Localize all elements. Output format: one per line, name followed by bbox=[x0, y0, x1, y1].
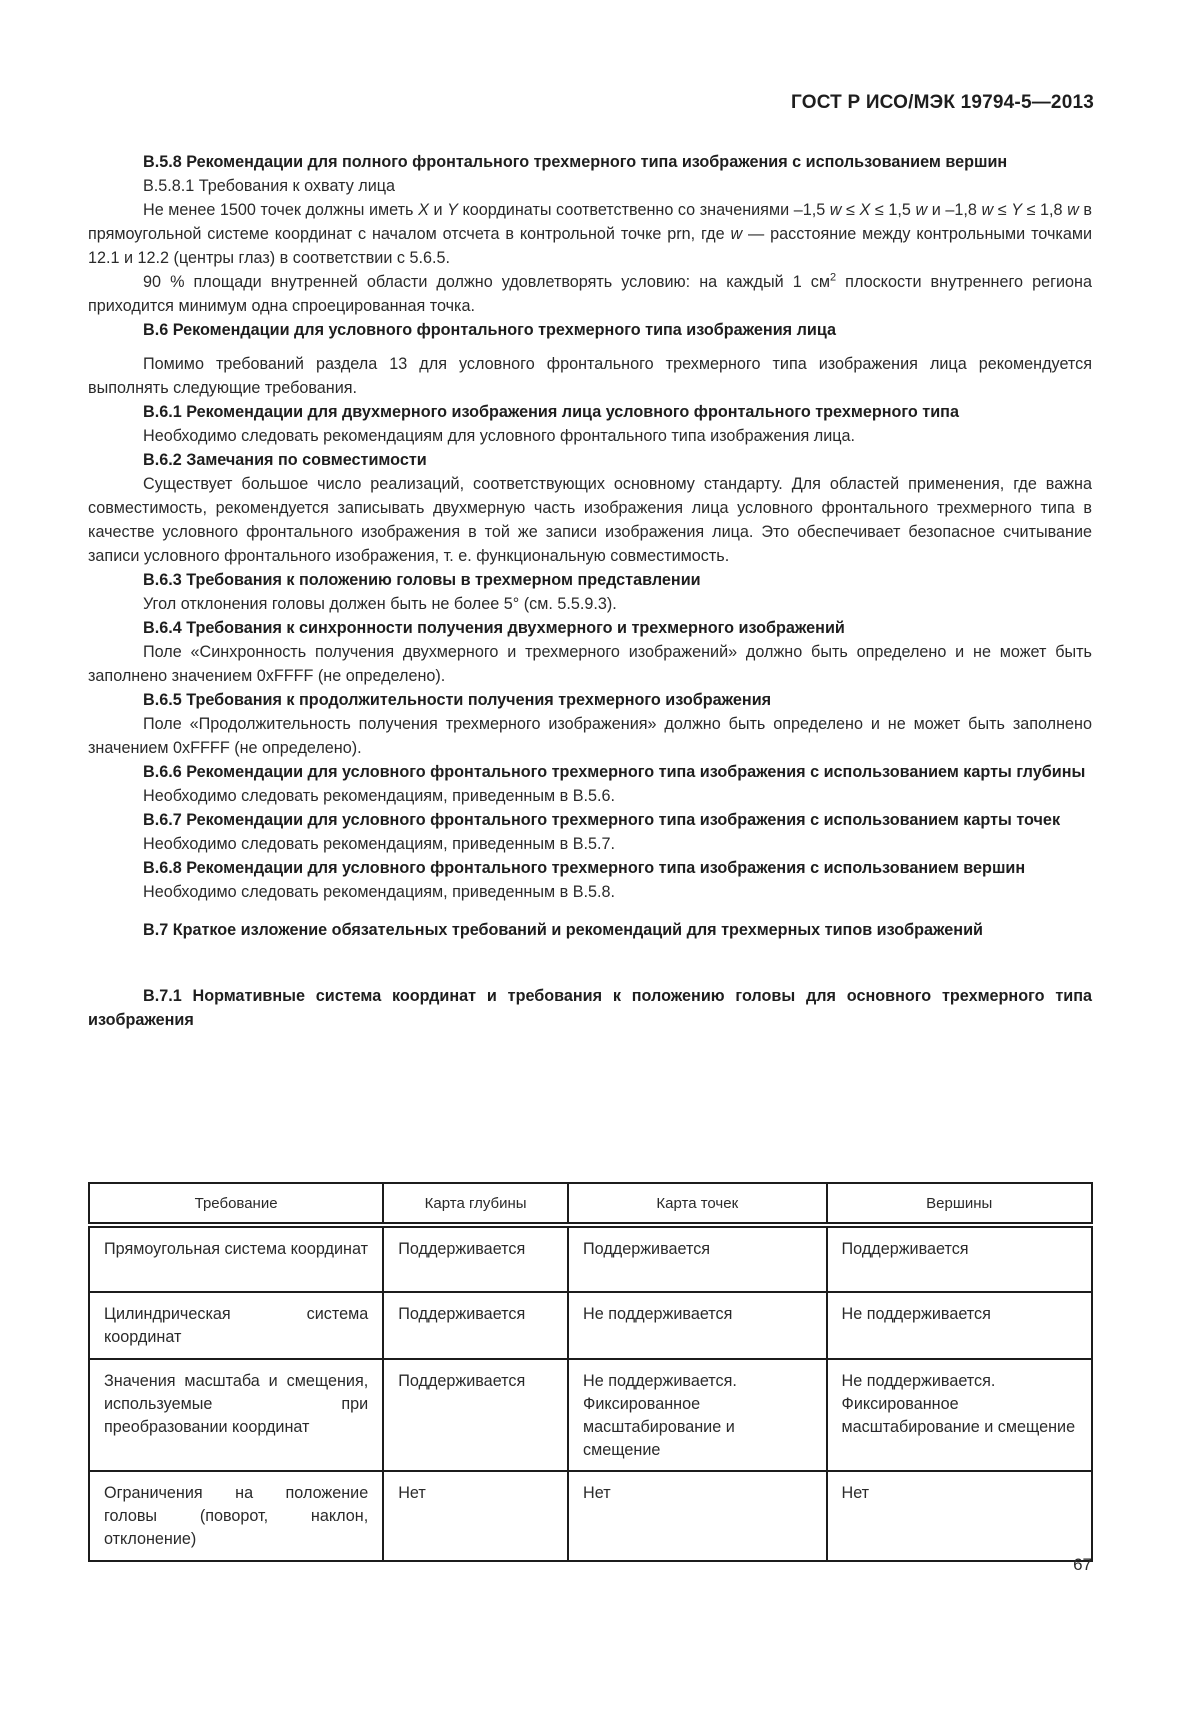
table-cell: Не поддерживается bbox=[568, 1292, 826, 1359]
paragraph-b581-1: Не менее 1500 точек должны иметь X и Y координаты соответственно со значениями –1,5 w ≤ X ≤ 1,5 w и –1,8 w ≤ Y ≤ 1,8 w в прямоугольной системе координат с началом отсчета в контрольной точке prn, где w — расстояние между контрольными точками 12.1 и 12.2 (центры глаз) в соответствии с 5.6.5. bbox=[88, 201, 1093, 267]
section-heading-b6: В.6 Рекомендации для условного фронтального трехмерного типа изображения лица bbox=[143, 321, 836, 339]
table-cell: Не поддерживается. Фиксированное масштабирование и смещение bbox=[568, 1359, 826, 1471]
section-heading-b58: В.5.8 Рекомендации для полного фронтального трехмерного типа изображения с использованием вершин bbox=[143, 153, 1008, 171]
section-heading-b63: В.6.3 Требования к положению головы в трехмерном представлении bbox=[143, 571, 701, 589]
document-header: ГОСТ Р ИСО/МЭК 19794-5—2013 bbox=[791, 92, 1094, 113]
paragraph-b581-2: 90 % площади внутренней области должно удовлетворять условию: на каждый 1 $см^2$ плоскости внутреннего региона приходится минимум одна спроецированная точка. bbox=[88, 271, 1092, 315]
table-cell: Поддерживается bbox=[827, 1225, 1092, 1292]
section-heading-b71: В.7.1 Нормативные система координат и требования к положению головы для основного трехмерного типа изображения bbox=[88, 987, 1092, 1029]
table-cell: Не поддерживается. Фиксированное масштабирование и смещение bbox=[827, 1359, 1092, 1471]
table-cell: Прямоугольная система координат bbox=[89, 1225, 383, 1292]
table-row bbox=[89, 1225, 1092, 1292]
subsection-heading-b581: В.5.8.1 Требования к охвату лица bbox=[143, 177, 396, 195]
table-cell: Значения масштаба и смещения, используемые при преобразовании координат bbox=[89, 1359, 383, 1471]
page-number: 67 bbox=[1073, 1555, 1092, 1574]
paragraph-b68: Необходимо следовать рекомендациям, приведенным в В.5.8. bbox=[143, 883, 615, 901]
section-heading-b68: В.6.8 Рекомендации для условного фронтального трехмерного типа изображения с использованием вершин bbox=[143, 859, 1026, 877]
table-cell: Нет bbox=[827, 1471, 1092, 1561]
paragraph-b64: Поле «Синхронность получения двухмерного и трехмерного изображений» должно быть определено и не может быть заполнено значением 0xFFFF (не определено). bbox=[88, 643, 1092, 685]
column-header-point-map: Карта точек bbox=[568, 1183, 826, 1225]
section-heading-b66: В.6.6 Рекомендации для условного фронтального трехмерного типа изображения с использованием карты глубины bbox=[143, 763, 1086, 781]
section-heading-b61: В.6.1 Рекомендации для двухмерного изображения лица условного фронтального трехмерного типа bbox=[143, 403, 959, 421]
paragraph-b61: Необходимо следовать рекомендациям для условного фронтального типа изображения лица. bbox=[143, 427, 856, 445]
section-heading-b67: В.6.7 Рекомендации для условного фронтального трехмерного типа изображения с использованием карты точек bbox=[143, 811, 1061, 829]
table-header-row bbox=[89, 1183, 1092, 1225]
paragraph-b6: Помимо требований раздела 13 для условного фронтального трехмерного типа изображения лица рекомендуется выполнять следующие требования. bbox=[88, 355, 1092, 397]
table-cell: Не поддерживается bbox=[827, 1292, 1092, 1359]
table-row bbox=[89, 1292, 1092, 1359]
paragraph-b66: Необходимо следовать рекомендациям, приведенным в В.5.6. bbox=[143, 787, 615, 805]
paragraph-b62: Существует большое число реализаций, соответствующих основному стандарту. Для областей применения, где важна совместимость, рекомендуется записывать двухмерную часть изображения лица условного фронтального трехмерного типа в качестве условного фронтального изображения в той же записи изображения лица. Это обеспечивает безопасное считывание записи условного фронтального изображения, т. е. функциональную совместимость. bbox=[88, 475, 1092, 565]
table-cell: Поддерживается bbox=[383, 1359, 568, 1471]
requirements-table bbox=[88, 1182, 1093, 1562]
paragraph-b65: Поле «Продолжительность получения трехмерного изображения» должно быть определено и не может быть заполнено значением 0xFFFF (не определено). bbox=[88, 715, 1092, 757]
table-cell: Ограничения на положение головы (поворот, наклон, отклонение) bbox=[89, 1471, 383, 1561]
table-cell: Нет bbox=[568, 1471, 826, 1561]
table-cell: Поддерживается bbox=[383, 1292, 568, 1359]
section-heading-b62: В.6.2 Замечания по совместимости bbox=[143, 451, 427, 469]
table-cell: Поддерживается bbox=[383, 1225, 568, 1292]
paragraph-b67: Необходимо следовать рекомендациям, приведенным в В.5.7. bbox=[143, 835, 615, 853]
column-header-depth-map: Карта глубины bbox=[383, 1183, 568, 1225]
section-heading-b7: В.7 Краткое изложение обязательных требований и рекомендаций для трехмерных типов изображений bbox=[143, 921, 983, 939]
section-heading-b64: В.6.4 Требования к синхронности получения двухмерного и трехмерного изображений bbox=[143, 619, 845, 637]
table-cell: Поддерживается bbox=[568, 1225, 826, 1292]
section-heading-b65: В.6.5 Требования к продолжительности получения трехмерного изображения bbox=[143, 691, 772, 709]
table-cell: Цилиндрическая система координат bbox=[89, 1292, 383, 1359]
table-cell: Нет bbox=[383, 1471, 568, 1561]
table-row bbox=[89, 1471, 1092, 1561]
column-header-vertices: Вершины bbox=[827, 1183, 1092, 1225]
column-header-requirement: Требование bbox=[89, 1183, 383, 1225]
paragraph-b63: Угол отклонения головы должен быть не более 5° (см. 5.5.9.3). bbox=[143, 595, 617, 613]
table-row bbox=[89, 1359, 1092, 1471]
document-body bbox=[88, 150, 1092, 1032]
